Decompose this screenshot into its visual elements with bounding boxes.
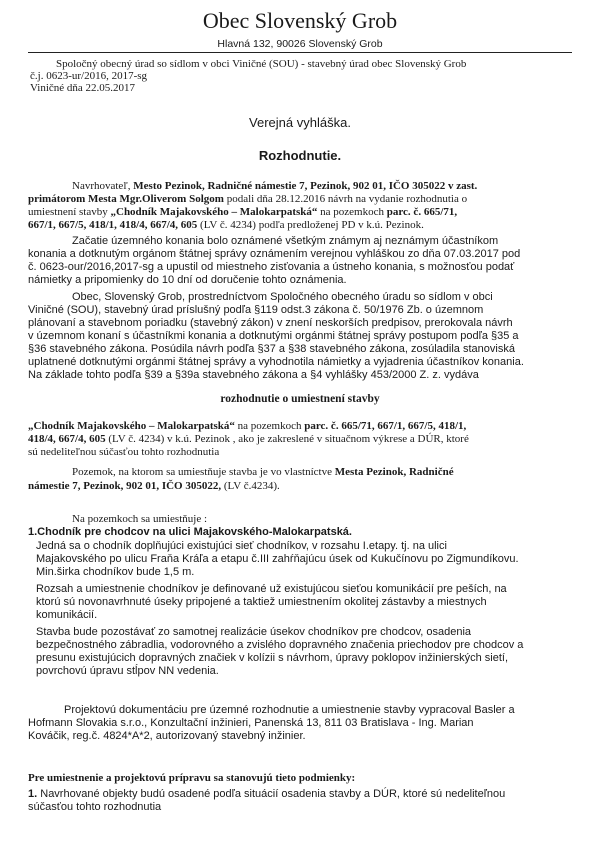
- placement-line-8: bezpečnostného zábradlia, vodorovného a zvislého dopravného značenia priechodov pre chodcov a: [36, 639, 524, 651]
- decision-line-3: sú nedeliteľnou súčasťou tohto rozhodnutia: [28, 446, 220, 458]
- conditions-heading: Pre umiestnenie a projektovú prípravu sa stanovujú tieto podmienky:: [28, 772, 356, 784]
- placement-line-10: povrchovú úpravu stĺpov NN vedenia.: [36, 665, 219, 677]
- placement-line-4: Rozsah a umiestnenie chodníkov je definované už existujúcou sieťou komunikácií pre peších, na: [36, 583, 507, 595]
- project-doc-line-3: Kováčik, reg.č. 4824*A*2, autorizovaný stavebný inžinier.: [28, 730, 306, 742]
- condition-1-line-2: súčasťou tohto rozhodnutia: [28, 801, 162, 813]
- project-doc-line-2: Hofmann Slovakia s.r.o., Konzultační inžinieri, Panenská 13, 811 03 Bratislava - Ing. Marian: [28, 717, 474, 729]
- start-line-1: Začatie územného konania bolo oznámené všetkým známym aj neznámym účastníkom: [72, 235, 499, 247]
- placement-intro: Na pozemkoch sa umiestňuje :: [72, 513, 208, 525]
- ownership-line-2: námestie 7, Pezinok, 902 01, IČO 305022, (LV č.4234).: [28, 480, 280, 492]
- placement-line-1: Jedná sa o chodník doplňujúci existujúci sieť chodníkov, v rozsahu I.etapy. tj. na ulici: [36, 540, 447, 552]
- municipality-title: Obec Slovenský Grob: [202, 8, 398, 33]
- decision-line-1: „Chodník Majakovského – Malokarpatská“ na pozemkoch parc. č. 665/71, 667/1, 667/5, 418/1,: [28, 420, 467, 432]
- project-doc-line-1: Projektovú dokumentáciu pre územné rozhodnutie a umiestnenie stavby vypracoval Basler a: [64, 704, 515, 716]
- document-date: Viničné dňa 22.05.2017: [30, 82, 136, 94]
- placement-line-2: Majakovského po ulicu Fraňa Kráľa a etapu č.III zahŕňajúcu úsek od Kukučínovu po Zigmundíkovu.: [36, 553, 519, 565]
- doc-title: Rozhodnutie.: [258, 148, 342, 163]
- municipality-address: Hlavná 132, 90026 Slovenský Grob: [217, 38, 383, 50]
- decision-heading: rozhodnutie o umiestnení stavby: [220, 393, 380, 405]
- start-line-3: č. 0623-our/2016,2017-sg a upustil od miestneho zisťovania a ústneho konania, s možnosťou podať: [28, 261, 515, 273]
- doc-type: Verejná vyhláška.: [249, 115, 351, 130]
- placement-line-3: Min.širka chodníkov bude 1,5 m.: [36, 566, 195, 578]
- authority-line-3: plánovaní a stavebnom poriadku (stavebný zákon) v znení neskorších predpisov, prerokovala návrh: [28, 317, 513, 329]
- condition-1-line-1: 1. Navrhované objekty budú osadené podľa situácií osadenia stavby a DÚR, ktoré sú nedeliteľnou: [28, 788, 506, 800]
- placement-item-title: 1.Chodník pre chodcov na ulici Majakovského-Malokarpatská.: [28, 526, 352, 538]
- authority-line-1: Obec, Slovenský Grob, prostredníctvom Spoločného obecného úradu so sídlom v obci: [72, 291, 493, 303]
- authority-line-7: Na základe tohto podľa §39 a §39a stavebného zákona a §4 vyhlášky 453/2000 Z. z. vydáva: [28, 369, 479, 381]
- intro-line-3: umiestnení stavby „Chodník Majakovského – Malokarpatská“ na pozemkoch parc. č. 665/71,: [28, 206, 458, 218]
- intro-line-4: 667/1, 667/5, 418/1, 418/4, 667/4, 605 (LV č. 4234) podľa predloženej PD v k.ú. Pezinok.: [28, 219, 424, 231]
- start-line-2: konania a dotknutým orgánom štátnej správy oznámením verejnou vyhláškou zo dňa 07.03.2017 pod: [28, 248, 521, 260]
- authority-line-6: uplatnené dotknutými orgánmi štátnej správy a vyhodnotila námietky a vyjadrenia účastníkov konania.: [28, 356, 524, 368]
- decision-line-2: 418/4, 667/4, 605 (LV č. 4234) v k.ú. Pezinok , ako je zakreslené v situačnom výkrese a DÚR, ktoré: [28, 433, 469, 445]
- authority-line-4: v územnom konaní s účastníkmi konania a dotknutými orgánmi štátnej správy postupom podľa §35 a: [28, 330, 519, 342]
- intro-line-1: Navrhovateľ, Mesto Pezinok, Radničné námestie 7, Pezinok, 902 01, IČO 305022 v zast.: [72, 180, 478, 192]
- issuing-office: Spoločný obecný úrad so sídlom v obci Viničné (SOU) - stavebný úrad obec Slovenský Grob: [56, 58, 467, 70]
- placement-line-5: ktorú sú novonavrhnuté úseky pripojené a taktiež umiestnením okolitej zástavby a miestnych: [36, 596, 487, 608]
- placement-line-6: komunikácií.: [36, 609, 98, 621]
- ownership-line-1: Pozemok, na ktorom sa umiestňuje stavba je vo vlastníctve Mesta Pezinok, Radničné: [72, 466, 454, 478]
- placement-line-9: presunu existujúcich dopravných značiek v kolízii s návrhom, úpravy poklopov inžinierských sietí,: [36, 652, 508, 664]
- placement-line-7: Stavba bude pozostávať zo samotnej realizácie úsekov chodníkov pre chodcov, osadenia: [36, 626, 472, 638]
- authority-line-5: §36 stavebného zákona. Posúdila návrh podľa §37 a §38 stavebného zákona, zosúladila stanoviská: [28, 343, 515, 355]
- header-divider: [28, 52, 572, 53]
- start-line-4: námietky a pripomienky do 10 dní od doručenie tohto oznámenia.: [28, 274, 347, 286]
- reference-number: č.j. 0623-ur/2016, 2017-sg: [30, 70, 148, 82]
- authority-line-2: Viničné (SOU), stavebný úrad príslušný podľa §119 odst.3 zákona č. 50/1976 Zb. o územnom: [28, 304, 484, 316]
- intro-line-2: primátorom Mesta Mgr.Oliverom Solgom podali dňa 28.12.2016 návrh na vydanie rozhodnutia o: [28, 193, 468, 205]
